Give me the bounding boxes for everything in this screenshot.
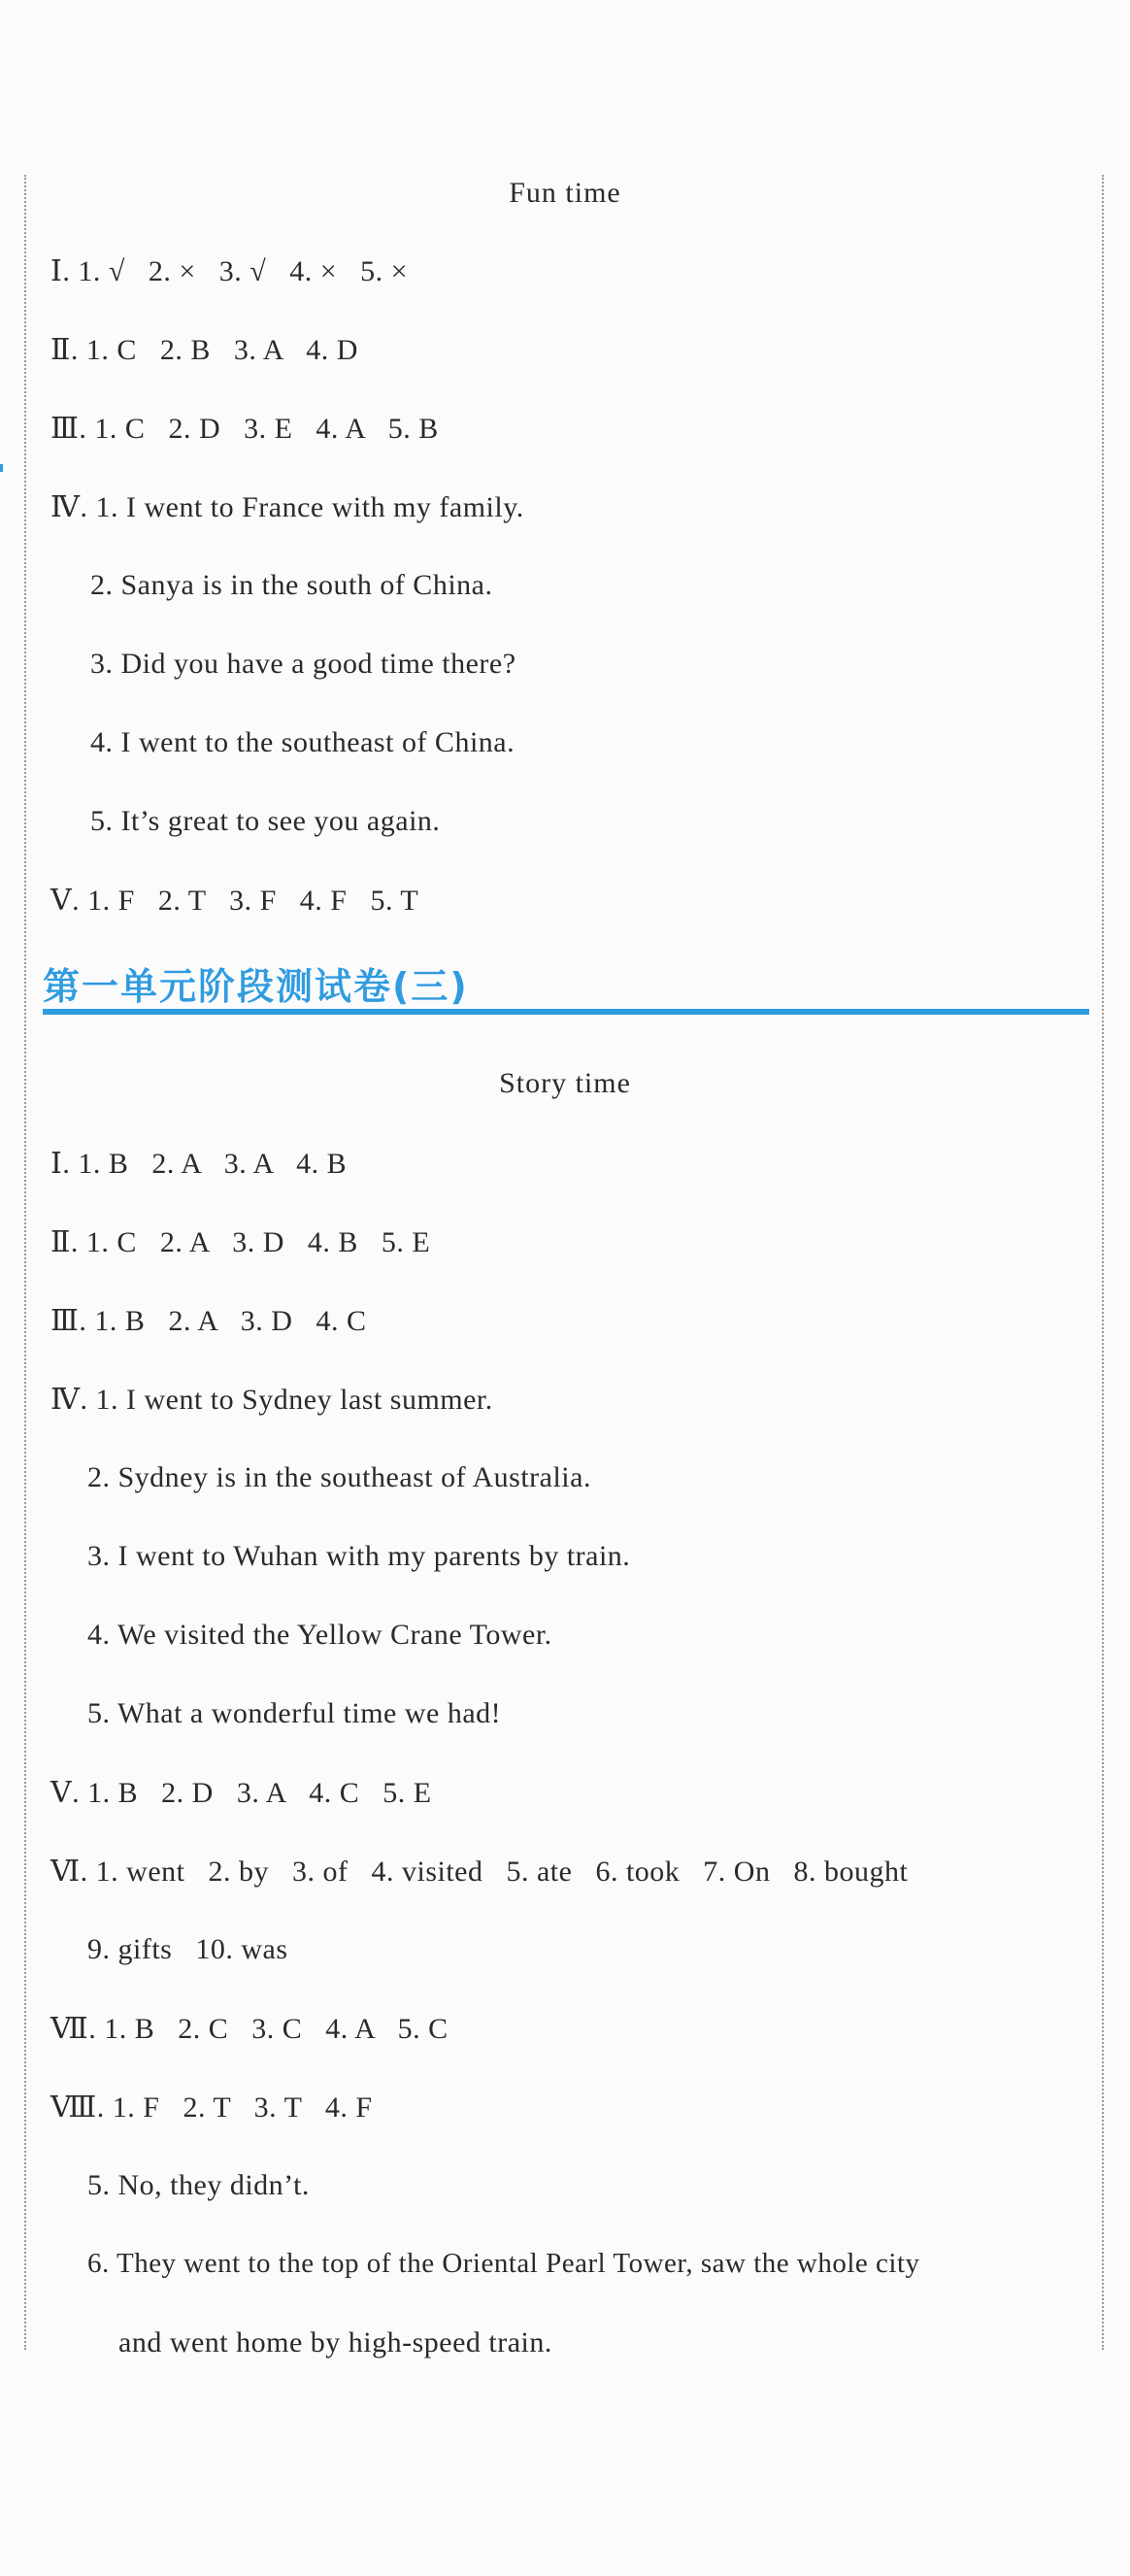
story-time-title: Story time xyxy=(499,1067,631,1099)
left-margin-dotted-line xyxy=(24,175,26,2350)
story-time-line-4: Ⅳ. 1. I went to Sydney last summer. xyxy=(50,1384,493,1416)
fun-time-line-9: Ⅴ. 1. F 2. T 3. F 4. F 5. T xyxy=(50,885,419,917)
unit-heading-rule xyxy=(43,1009,1089,1015)
fun-time-line-4: Ⅳ. 1. I went to France with my family. xyxy=(50,491,524,523)
story-time-line-15: 6. They went to the top of the Oriental Pearl Tower, saw the whole city xyxy=(87,2248,920,2279)
story-time-line-10: Ⅵ. 1. went 2. by 3. of 4. visited 5. ate 6. took 7. On 8. bought xyxy=(50,1856,909,1888)
story-time-line-11: 9. gifts 10. was xyxy=(87,1933,288,1965)
story-time-line-3: Ⅲ. 1. B 2. A 3. D 4. C xyxy=(50,1305,367,1337)
story-time-line-1: Ⅰ. 1. B 2. A 3. A 4. B xyxy=(50,1148,348,1180)
story-time-line-9: Ⅴ. 1. B 2. D 3. A 4. C 5. E xyxy=(50,1777,432,1809)
story-time-line-12: Ⅶ. 1. B 2. C 3. C 4. A 5. C xyxy=(50,2013,449,2045)
edge-mark xyxy=(0,464,3,472)
story-time-line-8: 5. What a wonderful time we had! xyxy=(87,1697,502,1729)
story-time-line-5: 2. Sydney is in the southeast of Australia. xyxy=(87,1461,591,1493)
story-time-line-2: Ⅱ. 1. C 2. A 3. D 4. B 5. E xyxy=(50,1226,431,1258)
fun-time-line-5: 2. Sanya is in the south of China. xyxy=(90,569,493,601)
fun-time-line-1: Ⅰ. 1. √ 2. × 3. √ 4. × 5. × xyxy=(50,255,409,287)
unit-heading: 第一单元阶段测试卷(三) xyxy=(43,965,469,1008)
story-time-line-16: and went home by high-speed train. xyxy=(118,2326,552,2359)
fun-time-line-2: Ⅱ. 1. C 2. B 3. A 4. D xyxy=(50,334,358,366)
fun-time-line-8: 5. It’s great to see you again. xyxy=(90,805,441,837)
fun-time-title: Fun time xyxy=(509,177,621,209)
right-margin-dotted-line xyxy=(1102,175,1104,2350)
story-time-line-6: 3. I went to Wuhan with my parents by train. xyxy=(87,1540,631,1572)
story-time-line-14: 5. No, they didn’t. xyxy=(87,2169,310,2201)
fun-time-line-6: 3. Did you have a good time there? xyxy=(90,648,516,680)
story-time-line-7: 4. We visited the Yellow Crane Tower. xyxy=(87,1619,552,1651)
fun-time-line-3: Ⅲ. 1. C 2. D 3. E 4. A 5. B xyxy=(50,413,439,445)
fun-time-line-7: 4. I went to the southeast of China. xyxy=(90,726,515,758)
story-time-line-13: Ⅷ. 1. F 2. T 3. T 4. F xyxy=(50,2091,373,2124)
